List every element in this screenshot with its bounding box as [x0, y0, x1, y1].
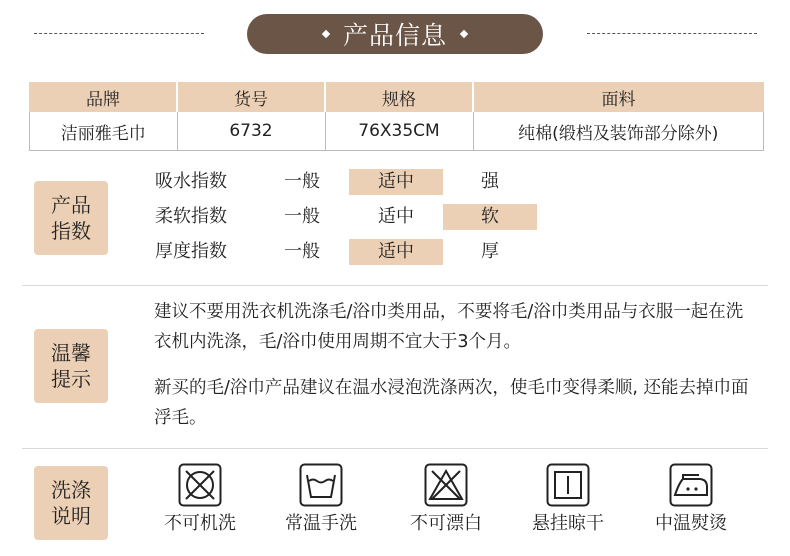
index-option-selected: 适中 — [349, 239, 443, 265]
index-option: 强 — [481, 171, 499, 192]
washing-item — [523, 463, 613, 535]
diamond-icon — [322, 30, 330, 38]
product-index-label-text: 产品指数 — [51, 193, 91, 243]
tip-paragraph: 新买的毛/浴巾产品建议在温水浸泡洗涤两次，使毛巾变得柔顺, 还能去掉巾面浮毛。 — [154, 378, 749, 428]
washing-item-label: 常温手洗 — [285, 513, 357, 534]
index-option: 一般 — [284, 241, 320, 262]
table-header-cell: 品牌 — [30, 83, 178, 112]
washing-item-label: 不可漂白 — [410, 513, 482, 534]
table-header-row — [30, 83, 764, 112]
index-option: 一般 — [284, 171, 320, 192]
washing-item — [401, 463, 491, 535]
left-dash-line — [34, 33, 204, 34]
index-option-selected: 适中 — [349, 169, 443, 195]
table-cell: 纯棉(缎档及装饰部分除外) — [473, 112, 764, 151]
index-row-thickness — [155, 239, 555, 265]
product-index-label — [34, 181, 108, 255]
index-name: 厚度指数 — [155, 241, 227, 262]
index-name: 柔软指数 — [155, 206, 227, 227]
washing-label — [34, 466, 108, 540]
index-row-absorbency — [155, 169, 555, 195]
index-option: 厚 — [481, 241, 499, 262]
section-title — [247, 14, 543, 54]
washing-item-label: 中温熨烫 — [655, 513, 727, 534]
no-machine-wash-icon — [178, 463, 222, 507]
divider — [22, 448, 768, 449]
index-row-softness — [155, 204, 555, 230]
index-name: 吸水指数 — [155, 171, 227, 192]
tips-label-text: 温馨提示 — [51, 341, 91, 391]
product-info-table — [29, 82, 764, 151]
divider — [22, 285, 768, 286]
tip-paragraph: 建议不要用洗衣机洗涤毛/浴巾类用品，不要将毛/浴巾类用品与衣服一起在洗衣机内洗涤，毛/浴巾使用周期不宜大于3个月。 — [154, 302, 744, 352]
index-option: 一般 — [284, 206, 320, 227]
section-title-text: 产品信息 — [342, 21, 447, 50]
tips-label — [34, 329, 108, 403]
medium-iron-icon — [669, 463, 713, 507]
index-option-selected: 软 — [443, 204, 537, 230]
table-cell: 76X35CM — [325, 112, 473, 151]
table-cell: 洁丽雅毛巾 — [30, 112, 178, 151]
right-dash-line — [587, 33, 757, 34]
washing-item-label: 悬挂晾干 — [532, 513, 604, 534]
hand-wash-icon — [299, 463, 343, 507]
hang-dry-icon — [546, 463, 590, 507]
table-row — [30, 112, 764, 151]
table-header-cell: 货号 — [177, 83, 325, 112]
no-bleach-icon — [424, 463, 468, 507]
washing-label-text: 洗涤说明 — [51, 478, 91, 528]
table-cell: 6732 — [177, 112, 325, 151]
index-option: 适中 — [378, 206, 414, 227]
washing-item — [155, 463, 245, 535]
washing-item — [646, 463, 736, 535]
diamond-icon — [460, 30, 468, 38]
table-header-cell: 面料 — [473, 83, 764, 112]
washing-item-label: 不可机洗 — [164, 513, 236, 534]
washing-item — [276, 463, 366, 535]
table-header-cell: 规格 — [325, 83, 473, 112]
